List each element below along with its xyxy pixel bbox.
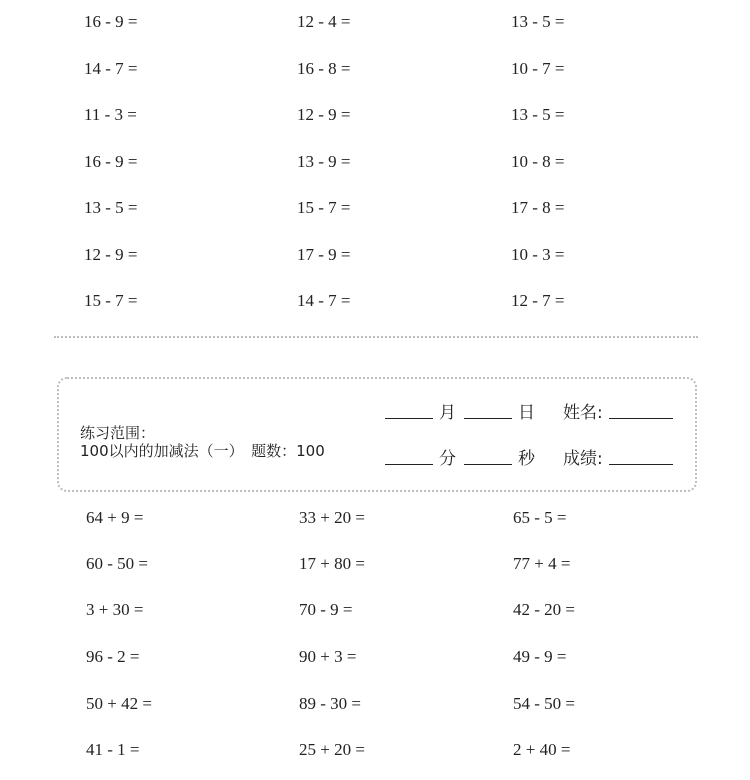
problem: 10 - 7 = [511, 59, 565, 78]
problem: 41 - 1 = [86, 740, 140, 759]
problem: 16 - 9 = [84, 12, 138, 31]
problem: 89 - 30 = [299, 694, 361, 713]
problem: 13 - 5 = [511, 105, 565, 124]
problem: 54 - 50 = [513, 694, 575, 713]
problem: 77 + 4 = [513, 554, 571, 573]
problem-row [0, 740, 750, 770]
score-blank[interactable] [609, 464, 673, 465]
problem: 14 - 7 = [84, 59, 138, 78]
day-blank[interactable] [464, 418, 512, 419]
problem: 15 - 7 = [84, 291, 138, 310]
problem: 33 + 20 = [299, 508, 365, 527]
problem-row [0, 600, 750, 630]
problem: 13 - 9 = [297, 152, 351, 171]
month-label: 月 [439, 403, 456, 423]
problem: 12 - 4 = [297, 12, 351, 31]
problem: 25 + 20 = [299, 740, 365, 759]
problem: 13 - 5 = [511, 12, 565, 31]
problem: 17 - 9 = [297, 245, 351, 264]
problem: 3 + 30 = [86, 600, 144, 619]
problem-row [0, 12, 750, 42]
problem: 2 + 40 = [513, 740, 571, 759]
problem: 12 - 7 = [511, 291, 565, 310]
problem: 10 - 3 = [511, 245, 565, 264]
problem: 60 - 50 = [86, 554, 148, 573]
problem: 11 - 3 = [84, 105, 137, 124]
problem-row [0, 152, 750, 182]
problem: 13 - 5 = [84, 198, 138, 217]
problem: 17 + 80 = [299, 554, 365, 573]
problem: 14 - 7 = [297, 291, 351, 310]
score-label: 成绩: [563, 449, 603, 469]
problem: 42 - 20 = [513, 600, 575, 619]
problem: 64 + 9 = [86, 508, 144, 527]
practice-range-text: 100以内的加减法（一） 题数：100 [80, 442, 325, 460]
practice-range-label: 练习范围： [80, 424, 156, 442]
name-label: 姓名: [563, 403, 603, 423]
problem: 70 - 9 = [299, 600, 353, 619]
problem: 15 - 7 = [297, 198, 351, 217]
minutes-blank[interactable] [385, 464, 433, 465]
problem-row [0, 291, 750, 321]
seconds-blank[interactable] [464, 464, 512, 465]
day-label: 日 [518, 403, 535, 423]
problem-row [0, 198, 750, 228]
name-blank[interactable] [609, 418, 673, 419]
problem-row [0, 59, 750, 89]
problem: 49 - 9 = [513, 647, 567, 666]
problem-row [0, 245, 750, 275]
problem-row [0, 647, 750, 677]
problem-row [0, 694, 750, 724]
problem: 50 + 42 = [86, 694, 152, 713]
seconds-label: 秒 [518, 449, 535, 469]
section-divider [54, 336, 698, 338]
problem-row [0, 105, 750, 135]
problem: 16 - 8 = [297, 59, 351, 78]
problem-row [0, 554, 750, 584]
month-blank[interactable] [385, 418, 433, 419]
problem: 10 - 8 = [511, 152, 565, 171]
problem: 17 - 8 = [511, 198, 565, 217]
problem: 96 - 2 = [86, 647, 140, 666]
problem: 90 + 3 = [299, 647, 357, 666]
problem: 12 - 9 = [84, 245, 138, 264]
problem-row [0, 508, 750, 538]
problem: 12 - 9 = [297, 105, 351, 124]
problem: 16 - 9 = [84, 152, 138, 171]
problem: 65 - 5 = [513, 508, 567, 527]
minutes-label: 分 [439, 449, 456, 469]
